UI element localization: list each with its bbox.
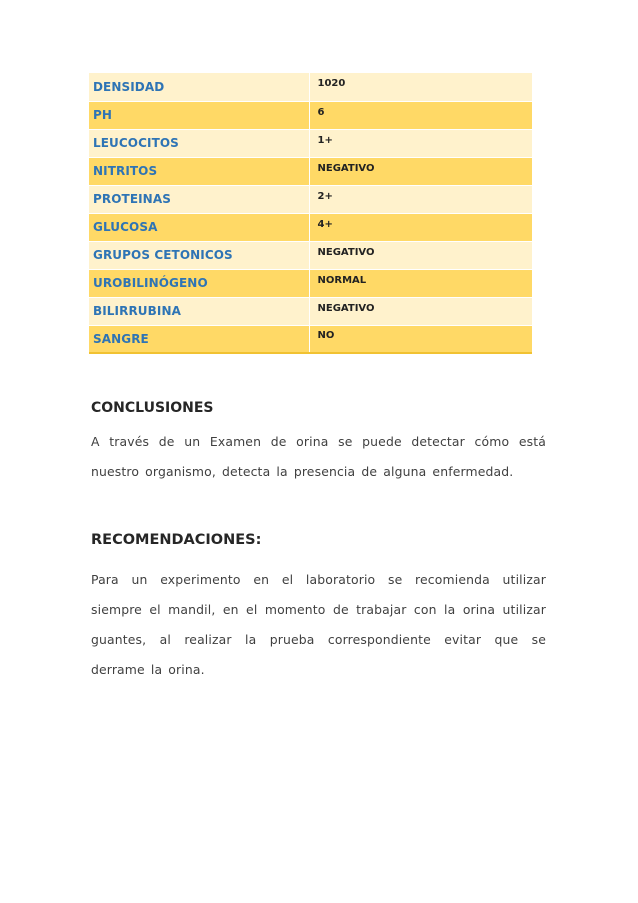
recomendaciones-paragraph: Para un experimento en el laboratorio se recomienda utilizar siempre el mandil, en el momento de trabajar con la orina utilizar guantes, al realizar la prueba correspondiente evitar que se derrame la orina. — [91, 572, 546, 677]
parameter-name: PH — [89, 101, 309, 129]
table-row — [89, 297, 532, 325]
parameter-name: GLUCOSA — [89, 213, 309, 241]
table-row — [89, 213, 532, 241]
table-row — [89, 73, 532, 101]
parameter-name: GRUPOS CETONICOS — [89, 241, 309, 269]
parameter-value: 2+ — [309, 185, 532, 213]
table-row — [89, 157, 532, 185]
recomendaciones-heading: RECOMENDACIONES: — [91, 532, 262, 548]
parameter-name: SANGRE — [89, 325, 309, 353]
table-row — [89, 325, 532, 353]
parameter-value: NO — [309, 325, 532, 353]
parameter-value: 1020 — [309, 73, 532, 101]
parameter-value: 6 — [309, 101, 532, 129]
parameter-value: 1+ — [309, 129, 532, 157]
table-row — [89, 241, 532, 269]
conclusiones-paragraph: A través de un Examen de orina se puede detectar cómo está nuestro organismo, detecta la presencia de alguna enfermedad. — [91, 434, 546, 479]
parameter-name: NITRITOS — [89, 157, 309, 185]
parameter-value: 4+ — [309, 213, 532, 241]
parameter-value: NORMAL — [309, 269, 532, 297]
table-row — [89, 185, 532, 213]
parameter-value: NEGATIVO — [309, 297, 532, 325]
conclusiones-heading: CONCLUSIONES — [91, 400, 214, 416]
parameter-value: NEGATIVO — [309, 157, 532, 185]
parameter-value: NEGATIVO — [309, 241, 532, 269]
parameter-name: LEUCOCITOS — [89, 129, 309, 157]
urinalysis-results-table — [89, 73, 532, 354]
table-row — [89, 129, 532, 157]
parameter-name: PROTEINAS — [89, 185, 309, 213]
parameter-name: BILIRRUBINA — [89, 297, 309, 325]
table-row — [89, 101, 532, 129]
table-row — [89, 269, 532, 297]
parameter-name: DENSIDAD — [89, 73, 309, 101]
parameter-name: UROBILINÓGENO — [89, 269, 309, 297]
